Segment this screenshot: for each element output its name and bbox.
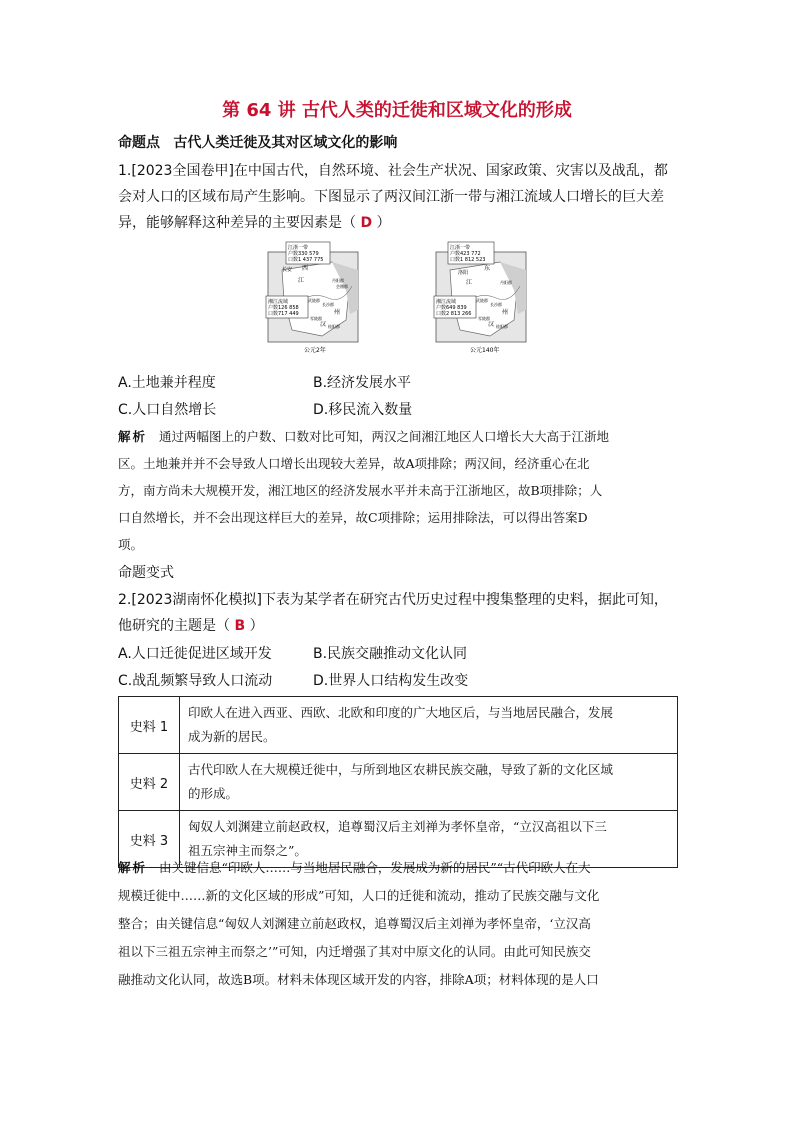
table-row: [119, 754, 678, 811]
table-key: 史料 3: [119, 811, 180, 868]
table-value-line: 古代印欧人在大规模迁徙中，与所到地区农耕民族交融，导致了新的文化区域: [188, 762, 614, 777]
map-ad140-place-4: 汉: [488, 321, 495, 328]
map-ad2-place-6: 武陵郡: [308, 298, 320, 303]
q1-line-3: [118, 210, 678, 236]
page-title: 第 64 讲 古代人类的迁徙和区域文化的形成: [222, 100, 572, 121]
q2-line-1: 2.[2023湖南怀化模拟]下表为某学者在研究古代历史过程中搜集整理的史料，据此可知，: [118, 592, 668, 608]
q1-analysis-label: 解析: [118, 429, 148, 444]
source-table: [118, 696, 678, 868]
table-key: 史料 1: [119, 697, 180, 754]
q1-option-c: C.人口自然增长: [118, 402, 217, 418]
map-ad2-xj-hh: 户数126 858: [268, 305, 299, 311]
q2-analysis-line-1: [118, 858, 678, 876]
q2-option-b: B.民族交融推动文化认同: [313, 646, 468, 662]
table-value-line: 祖五宗神主而祭之”。: [188, 843, 307, 858]
map-ad140-place-7: 长沙郡: [490, 302, 502, 307]
table-key: 史料 2: [119, 754, 180, 811]
map-ad140-place-10: 丹阳郡: [500, 280, 512, 285]
map-ad140-place-3: 江: [466, 279, 473, 286]
table-value: [180, 697, 678, 754]
q2-option-c: C.战乱频繁导致人口流动: [118, 673, 273, 689]
map-ad2-place-3: 江: [298, 277, 305, 284]
q1-analysis-line-3: 方，南方尚未大规模开发，湘江地区的经济发展水平并未高于江浙地区，故B项排除；人: [118, 483, 603, 498]
topic-line: [118, 130, 678, 156]
map-ad140-xj-label: 湘江流域: [436, 299, 457, 305]
map-ad2-place-10: 会稽郡: [336, 284, 348, 289]
q1-analysis-line-2: 区。土地兼并并不会导致人口增长出现较大差异，故A项排除；两汉间，经济重心在北: [118, 456, 590, 471]
q1-answer: D: [360, 215, 373, 231]
map-ad2-jz-label: 江浙一带: [288, 245, 309, 251]
map-ad2-place-4: 汉: [320, 321, 327, 328]
topic-text: 古代人类迁徙及其对区域文化的影响: [173, 135, 398, 151]
topic-label: 命题点: [118, 135, 160, 151]
q1-analysis-line-5: 项。: [118, 537, 144, 552]
map-ad140-xj-kou: 口数2 813 266: [436, 311, 472, 317]
q1-analysis-text-1: 通过两幅图上的户数、口数对比可知，两汉之间湘江地区人口增长大大高于江浙地: [158, 429, 609, 444]
q2-analysis-line-3: 整合；由关键信息“匈奴人刘渊建立前赵政权，追尊蜀汉后主刘禅为孝怀皇帝，‘立汉高: [118, 916, 591, 931]
map-ad2-place-5: 州: [334, 309, 341, 316]
q2-analysis-label: 解析: [118, 860, 148, 875]
q2-analysis-text-1: 由关键信息“印欧人……与当地居民融合，发展成为新的居民”“古代印欧人在大: [158, 860, 591, 875]
q1-line-3-text: 异，能够解释这种差异的主要因素是（: [118, 215, 356, 231]
map-ad2-place-8: 零陵郡: [310, 316, 322, 321]
map-ad140-place-8: 零陵郡: [478, 316, 490, 321]
han-population-maps: [262, 240, 532, 360]
q1-option-a: A.土地兼并程度: [118, 375, 216, 391]
table-row: [119, 697, 678, 754]
map-ad140-caption: 公元140年: [470, 347, 500, 354]
q2-analysis-line-4: 祖以下三祖五宗神主而祭之’”可知，内迁增强了其对中原文化的认同。由此可知民族交: [118, 944, 591, 959]
map-ad2-place-9: 桂阳郡: [328, 324, 340, 329]
variant-label: 命题变式: [118, 565, 174, 581]
table-value-line: 印欧人在进入西亚、西欧、北欧和印度的广大地区后，与当地居民融合，发展: [188, 705, 614, 720]
map-ad140-place-5: 州: [502, 309, 509, 316]
q1-line-1: 1.[2023全国卷甲]在中国古代，自然环境、社会生产状况、国家政策、灾害以及战乱，都: [118, 163, 668, 179]
map-ad140-place-2: 东: [484, 265, 491, 272]
map-ad140-place-1: 洛阳: [458, 270, 469, 276]
map-ad2-place-2: 西: [302, 265, 309, 272]
map-ad140-place-9: 桂阳郡: [496, 324, 508, 329]
q1-analysis-line-1: [118, 427, 678, 445]
q2-analysis-line-2: 规模迁徙中……新的文化区域的形成”可知，人口的迁徙和流动，推动了民族交融与文化: [118, 888, 600, 903]
q2-line-2-text: 他研究的主题是（: [118, 618, 230, 634]
map-ad140-jz-label: 江浙一带: [450, 245, 471, 251]
map-ad2-xj-kou: 口数717 449: [268, 311, 299, 317]
map-ad2: [266, 242, 358, 354]
table-value-line: 成为新的居民。: [188, 729, 276, 744]
map-ad140-place-6: 武陵郡: [476, 298, 488, 303]
map-ad2-caption: 公元2年: [304, 347, 326, 354]
q1-option-b: B.经济发展水平: [313, 375, 412, 391]
map-ad2-place-1: 长安: [282, 267, 293, 273]
q1-line-2: 会对人口的区域布局产生影响。下图显示了两汉间江浙一带与湘江流域人口增长的巨大差: [118, 189, 664, 205]
q1-analysis-line-4: 口自然增长，并不会出现这样巨大的差异，故C项排除；运用排除法，可以得出答案D: [118, 510, 588, 525]
table-value-line: 匈奴人刘渊建立前赵政权，追尊蜀汉后主刘禅为孝怀皇帝，“立汉高祖以下三: [188, 819, 607, 834]
map-ad140: [434, 242, 526, 354]
map-ad2-jz-hh: 户数330 579: [288, 251, 319, 257]
q2-option-d: D.世界人口结构发生改变: [313, 673, 469, 689]
q2-close: ）: [249, 618, 264, 634]
table-value-line: 的形成。: [188, 786, 239, 801]
map-ad2-place-7: 长沙郡: [322, 302, 334, 307]
map-ad2-jz-kou: 口数1 437 775: [288, 257, 324, 263]
map-ad140-jz-kou: 口数1 812 523: [450, 257, 486, 263]
q2-line-2: [118, 613, 678, 639]
map-ad140-xj-hh: 户数649 839: [436, 305, 467, 311]
q1-close: ）: [376, 215, 391, 231]
table-value: [180, 754, 678, 811]
q2-option-a: A.人口迁徙促进区域开发: [118, 646, 272, 662]
map-ad2-place-11: 丹阳郡: [332, 278, 344, 283]
map-ad140-jz-hh: 户数423 772: [450, 251, 481, 257]
q2-analysis-line-5: 融推动文化认同，故选B项。材料未体现区域开发的内容，排除A项；材料体现的是人口: [118, 972, 599, 987]
map-ad2-xj-label: 湘江流域: [268, 299, 289, 305]
q1-option-d: D.移民流入数量: [313, 402, 413, 418]
q2-answer: B: [234, 618, 246, 634]
